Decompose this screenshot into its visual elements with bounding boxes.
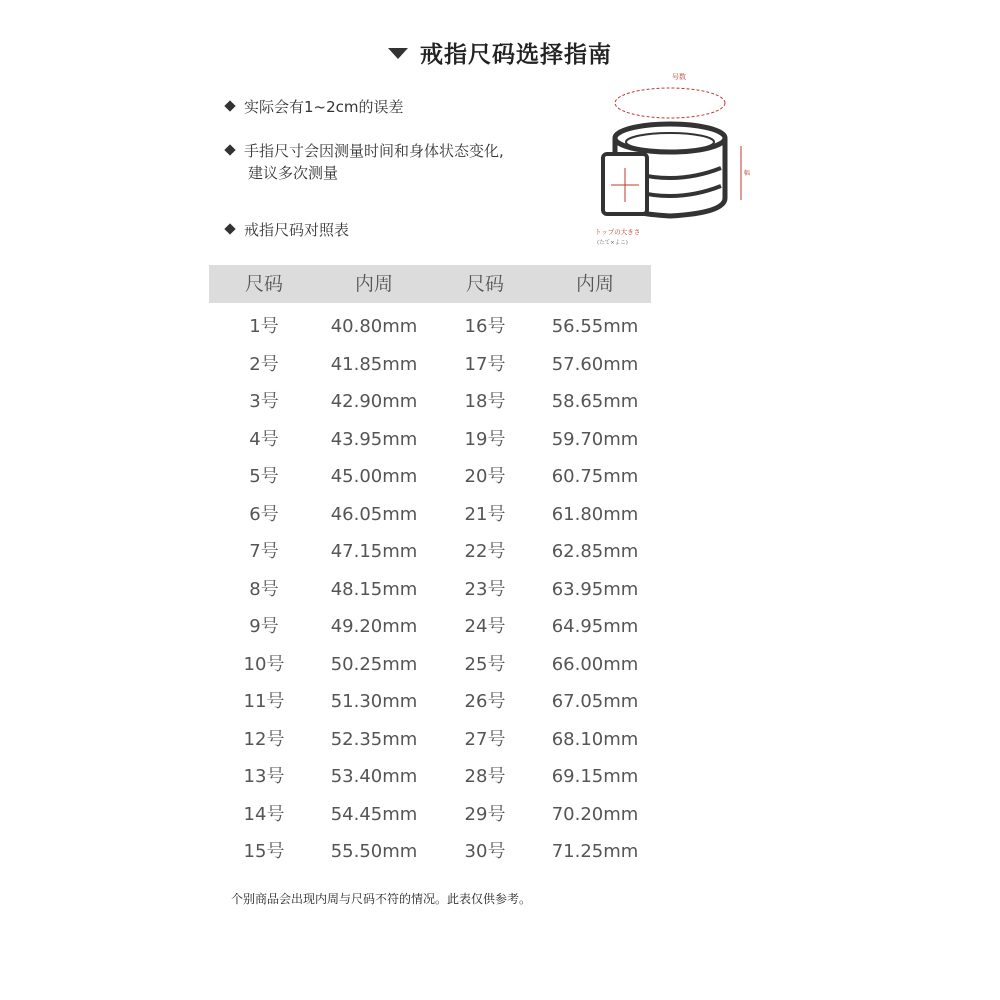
table-cell: 63.95mm (551, 578, 639, 600)
triangle-down-icon (388, 48, 408, 59)
diagram-top-label: 号数 (672, 73, 686, 81)
table-row (209, 758, 651, 795)
note-measure (226, 140, 504, 184)
table-row (209, 608, 651, 645)
table-cell: 7号 (249, 541, 279, 562)
size-table-header (209, 265, 651, 303)
table-cell: 3号 (249, 391, 279, 412)
table-cell: 24号 (464, 616, 506, 637)
table-cell: 14号 (243, 803, 285, 825)
table-cell: 41.85mm (330, 353, 418, 375)
table-row (209, 346, 651, 383)
table-row (209, 533, 651, 570)
header-circumference-1: 内周 (354, 273, 393, 295)
diagram-side-label: 幅 (744, 170, 751, 177)
diagram-bottom-label-1: トップの大きさ (595, 228, 641, 236)
table-cell: 18号 (464, 391, 506, 412)
table-cell: 16号 (464, 316, 506, 337)
table-cell: 48.15mm (330, 578, 418, 600)
table-cell: 46.05mm (330, 503, 418, 525)
table-cell: 15号 (243, 841, 285, 862)
table-cell: 56.55mm (551, 316, 639, 337)
table-cell: 71.25mm (551, 841, 639, 862)
table-row (209, 571, 651, 608)
table-cell: 68.10mm (551, 728, 639, 750)
table-cell: 2号 (249, 353, 279, 375)
table-cell: 22号 (464, 541, 506, 562)
table-row (209, 721, 651, 758)
table-cell: 58.65mm (551, 391, 639, 412)
table-row (209, 683, 651, 720)
table-cell: 28号 (464, 766, 506, 787)
note-error (226, 96, 404, 118)
table-cell: 69.15mm (551, 766, 639, 787)
table-cell: 4号 (249, 428, 279, 450)
diamond-bullet-icon (224, 100, 235, 111)
table-cell: 52.35mm (330, 728, 418, 750)
table-row (209, 496, 651, 533)
table-row (209, 308, 651, 345)
table-cell: 23号 (464, 578, 506, 600)
table-cell: 50.25mm (330, 653, 418, 675)
table-cell: 53.40mm (330, 766, 418, 787)
table-cell: 57.60mm (551, 353, 639, 375)
header-circumference-2: 内周 (575, 273, 614, 295)
note-table-label (226, 219, 349, 241)
ring-diagram (585, 68, 765, 253)
table-cell: 20号 (464, 466, 506, 487)
circumference-dashed-ellipse (615, 88, 725, 118)
title-text: 戒指尺码选择指南 (420, 42, 612, 68)
table-cell: 27号 (464, 728, 506, 750)
table-cell: 64.95mm (551, 616, 639, 637)
note-measure-line2: 建议多次测量 (248, 164, 339, 182)
table-cell: 45.00mm (330, 466, 418, 487)
note-table-label-text: 戒指尺码对照表 (244, 221, 350, 239)
table-cell: 49.20mm (330, 616, 418, 637)
table-cell: 51.30mm (330, 691, 418, 712)
header-size-1: 尺码 (244, 273, 283, 295)
footer-disclaimer: 个别商品会出现内周与尺码不符的情况。此表仅供参考。 (231, 892, 532, 906)
table-cell: 25号 (464, 653, 506, 675)
table-cell: 47.15mm (330, 541, 418, 562)
table-row (209, 796, 651, 833)
table-cell: 61.80mm (551, 503, 639, 525)
diamond-bullet-icon (224, 223, 235, 234)
table-cell: 17号 (464, 353, 506, 375)
table-cell: 55.50mm (330, 841, 418, 862)
table-cell: 42.90mm (330, 391, 418, 412)
table-cell: 29号 (464, 803, 506, 825)
table-cell: 60.75mm (551, 466, 639, 487)
diamond-bullet-icon (224, 144, 235, 155)
table-cell: 40.80mm (330, 316, 418, 337)
table-cell: 6号 (249, 503, 279, 525)
header-size-2: 尺码 (465, 273, 504, 295)
ring-inner-edge (626, 133, 714, 151)
table-cell: 30号 (464, 841, 506, 862)
table-cell: 70.20mm (551, 803, 639, 825)
note-error-text: 实际会有1~2cm的误差 (244, 98, 404, 116)
table-cell: 1号 (249, 316, 279, 337)
diagram-bottom-label-2: (たて×よこ) (597, 240, 628, 246)
note-measure-line1: 手指尺寸会因测量时间和身体状态变化, (244, 142, 504, 160)
table-cell: 12号 (243, 728, 285, 750)
table-cell: 8号 (249, 578, 279, 600)
table-row (209, 383, 651, 420)
table-cell: 67.05mm (551, 691, 639, 712)
table-cell: 11号 (243, 691, 285, 712)
table-cell: 43.95mm (330, 428, 418, 450)
table-row (209, 458, 651, 495)
table-cell: 9号 (249, 616, 279, 637)
table-cell: 26号 (464, 691, 506, 712)
table-row (209, 833, 651, 870)
table-cell: 62.85mm (551, 541, 639, 562)
table-cell: 66.00mm (551, 653, 639, 675)
page-title (0, 36, 1000, 69)
table-cell: 54.45mm (330, 803, 418, 825)
table-cell: 5号 (249, 466, 279, 487)
table-cell: 10号 (243, 653, 285, 675)
table-row (209, 646, 651, 683)
table-cell: 21号 (464, 503, 506, 525)
table-cell: 19号 (464, 428, 506, 450)
table-cell: 13号 (243, 766, 285, 787)
table-cell: 59.70mm (551, 428, 639, 450)
table-row (209, 421, 651, 458)
